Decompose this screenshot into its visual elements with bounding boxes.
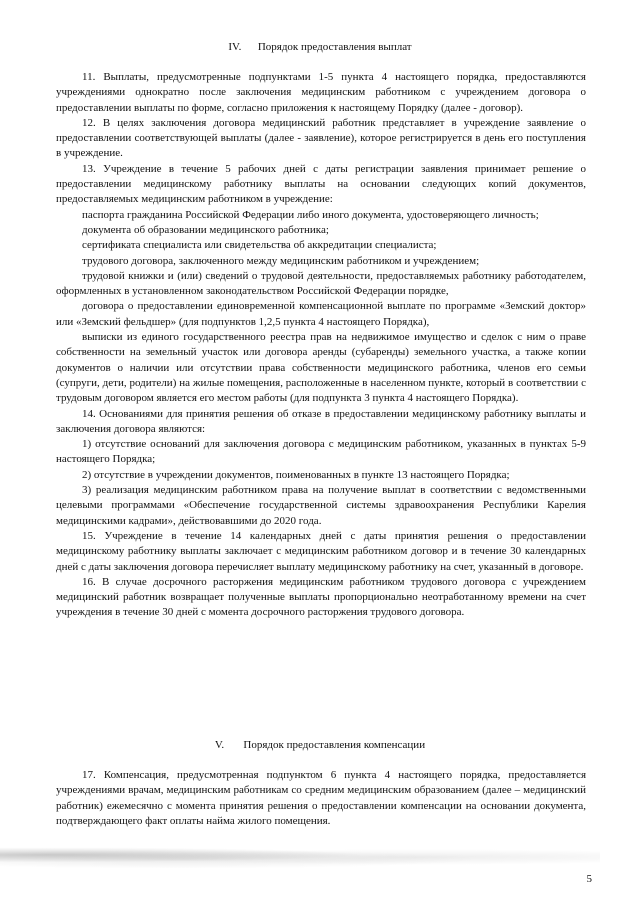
section-4-heading: IV. Порядок предоставления выплат [228, 41, 412, 53]
scan-smudge [0, 846, 600, 868]
section-5-body [56, 768, 586, 829]
refusal-ground-1: 1) отсутствие оснований для заключения договора с медицинским работником, указанных в пунктах 5-9 настоящего Порядка; [56, 438, 586, 466]
section-5-heading: V. Порядок предоставления компенсации [214, 739, 426, 751]
paragraph-17: 17. Компенсация, предусмотренная подпунктом 6 пункта 4 настоящего порядка, предоставляется учреждениями врачам, медицинским работникам со средним медицинским образованием (далее – медицинский работник) ежемесячно с момента принятия решения о предоставлении компенсации на основании документа, подтверждающего факт оплаты найма жилого помещения. [56, 769, 586, 827]
list-item-education: документа об образовании медицинского работника; [82, 223, 329, 236]
paragraph-14: 14. Основаниями для принятия решения об отказе в предоставлении медицинскому работнику выплаты и заключения договора являются: [56, 407, 586, 435]
list-item-passport: паспорта гражданина Российской Федерации либо иного документа, удостоверяющего личность; [82, 208, 539, 221]
refusal-ground-2: 2) отсутствие в учреждении документов, поименованных в пункте 13 настоящего Порядка; [82, 468, 510, 481]
list-item-work-book: трудовой книжки и (или) сведений о трудовой деятельности, предоставляемых работнику работодателем, оформленных в установленном законодательством Российской Федерации порядке, [56, 269, 586, 298]
list-item-registry-extract: выписки из единого государственного реестра прав на недвижимое имущество и сделок с ним о праве собственности на земельный участок или договора аренды (субаренды) земельного участка, а также копии документов о наличии или отсутствии права собственности медицинского работника, членов его семьи (супруги, дети, родители) на жилые помещения, расположенные в населенном пункте, который в соответствии с трудовым договором является его местом работы (для подпункта 3 пункта 4 настоящего Порядка). [56, 331, 586, 405]
paragraph-11: 11. Выплаты, предусмотренные подпунктами 1-5 пункта 4 настоящего порядка, предоставляются учреждениями однократно после заключения медицинским работником с учреждением договора о предоставлении выплаты по форме, согласно приложения к настоящему Порядку (далее - договор). [56, 71, 586, 114]
refusal-ground-3: 3) реализация медицинским работником права на получение выплат в соответствии с ведомственными целевыми программами «Обеспечение государственной системы здравоохранения Республики Карелия медицинскими кадрами», действовавшими до 2020 года. [56, 484, 586, 527]
list-item-zemsky-contract: договора о предоставлении единовременной компенсационной выплате по программе «Земский доктор» или «Земский фельдшер» (для подпунктов 1,2,5 пункта 4 настоящего Порядка), [56, 300, 586, 328]
page-number: 5 [586, 873, 592, 885]
section-4-body [56, 70, 586, 621]
paragraph-13: 13. Учреждение в течение 5 рабочих дней с даты регистрации заявления принимает решение о предоставлении медицинскому работнику выплаты на основании следующих копий документов, предоставляемых медицинским работником в учреждение: [56, 162, 586, 206]
paragraph-12: 12. В целях заключения договора медицинский работник представляет в учреждение заявление о предоставлении соответствующей выплаты (далее - заявление), которое регистрируется в день его поступления в учреждение. [56, 116, 586, 160]
paragraph-15: 15. Учреждение в течение 14 календарных дней с даты принятия решения о предоставлении медицинскому работнику выплаты заключает с медицинским работником договор и в течение 30 календарных дней с даты заключения договора перечисляет выплату медицинскому работнику на счет, указанный в договоре. [56, 529, 586, 573]
paragraph-16: 16. В случае досрочного расторжения медицинским работником трудового договора с учреждением медицинский работник возвращает полученные выплаты пропорционально неотработанному времени на счет учреждения в течение 30 дней с момента досрочного расторжения трудового договора. [56, 575, 586, 619]
list-item-labor-contract: трудового договора, заключенного между медицинским работником и учреждением; [82, 254, 480, 267]
list-item-certificate: сертификата специалиста или свидетельства об аккредитации специалиста; [82, 239, 437, 252]
